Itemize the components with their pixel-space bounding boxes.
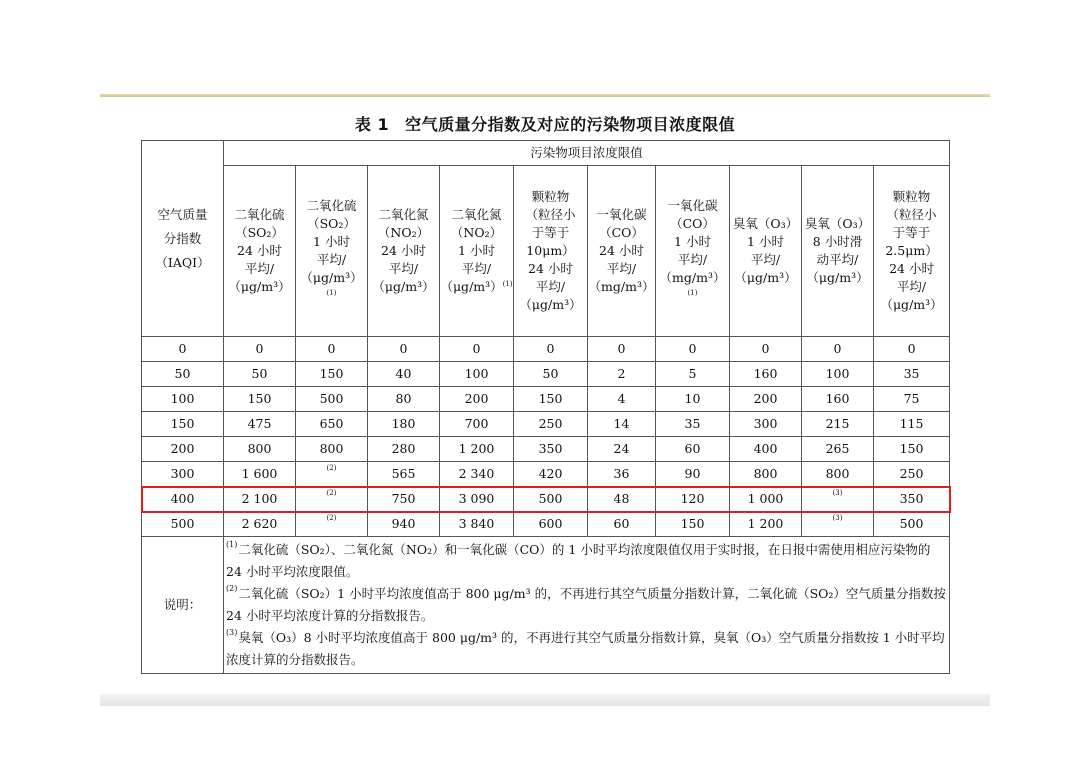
- iaqi-cell: 0: [142, 337, 224, 362]
- column-header-line: [802, 215, 873, 233]
- value-cell: 40: [368, 362, 440, 387]
- column-header-line: [440, 242, 513, 260]
- note-mark: (3): [226, 628, 238, 637]
- column-header-text: 24 小时: [528, 261, 573, 276]
- column-header-line: [730, 233, 801, 251]
- note-item: [226, 539, 947, 583]
- column-header-line: [224, 206, 295, 224]
- table-title-text: 空气质量分指数及对应的污染物项目浓度限值: [405, 115, 736, 134]
- value-cell: 250: [514, 412, 588, 437]
- value-cell: 700: [440, 412, 514, 437]
- table-row: [142, 487, 950, 512]
- value-cell: 150: [296, 362, 368, 387]
- value-cell: 150: [514, 387, 588, 412]
- column-header-text: 2.5μm）: [885, 243, 938, 258]
- value-cell: 24: [588, 437, 656, 462]
- value-cell: 0: [368, 337, 440, 362]
- column-header-text: 平均/: [388, 261, 419, 276]
- value-cell: 0: [656, 337, 730, 362]
- column-header-line: [874, 278, 949, 296]
- pollutant-limits-table: [141, 140, 950, 674]
- column-header-line: [588, 242, 655, 260]
- column-header-line: [368, 242, 439, 260]
- value-cell: 115: [874, 412, 950, 437]
- value-cell: 1 200: [730, 512, 802, 537]
- value-cell: 420: [514, 462, 588, 487]
- note-item: [226, 627, 947, 671]
- table-number: 表 1: [354, 115, 390, 134]
- value-cell: 75: [874, 387, 950, 412]
- column-header-line: [588, 278, 655, 296]
- value-cell: 60: [656, 437, 730, 462]
- value-cell: (2): [296, 487, 368, 512]
- footnote-mark: (1): [326, 288, 337, 297]
- iaqi-header-cell: [142, 141, 224, 337]
- column-header-text: （粒径小: [886, 207, 937, 222]
- value-cell: 5: [656, 362, 730, 387]
- value-cell: 500: [296, 387, 368, 412]
- column-header-text: （μg/m³）: [372, 279, 435, 294]
- value-cell: 80: [368, 387, 440, 412]
- column-header-text: （SO₂）: [307, 216, 356, 231]
- column-header-line: [514, 242, 587, 260]
- notes-row: [142, 537, 950, 674]
- column-header-text: 24 小时: [889, 261, 934, 276]
- column-header-text: 1 小时: [458, 243, 495, 258]
- value-cell: 600: [514, 512, 588, 537]
- column-header-line: [802, 251, 873, 269]
- header-row-span: [142, 141, 950, 166]
- value-cell: 4: [588, 387, 656, 412]
- value-cell: (2): [296, 462, 368, 487]
- column-header-text: （NO₂）: [377, 225, 430, 240]
- pollutant-column-header: [368, 166, 440, 337]
- value-cell: 350: [514, 437, 588, 462]
- column-header-text: （μg/m³）: [880, 297, 943, 312]
- column-header-line: [440, 224, 513, 242]
- note-mark: (1): [226, 540, 238, 549]
- value-cell: 100: [802, 362, 874, 387]
- footnote-mark: (1): [687, 288, 698, 297]
- value-cell: 800: [730, 462, 802, 487]
- note-mark: (2): [226, 584, 238, 593]
- column-header-line: [588, 224, 655, 242]
- table-row: [142, 462, 950, 487]
- value-cell: 0: [588, 337, 656, 362]
- value-cell: 0: [874, 337, 950, 362]
- note-text: 臭氧（O₃）8 小时平均浓度值高于 800 μg/m³ 的，不再进行其空气质量分指数计算，臭氧（O₃）空气质量分指数按 1 小时平均浓度计算的分指数报告。: [226, 630, 945, 667]
- column-header-line: [514, 296, 587, 314]
- value-cell: 0: [440, 337, 514, 362]
- table-row: [142, 412, 950, 437]
- column-header-text: （SO₂）: [235, 225, 284, 240]
- column-header-text: 24 小时: [237, 243, 282, 258]
- value-cell: 36: [588, 462, 656, 487]
- value-cell: 160: [802, 387, 874, 412]
- value-cell: 150: [224, 387, 296, 412]
- column-header-text: 平均/: [461, 261, 492, 276]
- column-header-line: [588, 260, 655, 278]
- value-cell: 60: [588, 512, 656, 537]
- iaqi-cell: 500: [142, 512, 224, 537]
- value-cell: 0: [514, 337, 588, 362]
- value-cell: 14: [588, 412, 656, 437]
- notes-content: [224, 537, 950, 674]
- value-cell: 0: [296, 337, 368, 362]
- value-cell: 35: [656, 412, 730, 437]
- column-header-text: 平均/: [677, 252, 708, 267]
- column-header-text: 1 小时: [674, 234, 711, 249]
- value-cell: 200: [730, 387, 802, 412]
- footnote-mark: (1): [502, 279, 513, 288]
- value-cell: 2 100: [224, 487, 296, 512]
- column-header-text: （NO₂）: [450, 225, 503, 240]
- column-header-line: [224, 242, 295, 260]
- value-cell: 10: [656, 387, 730, 412]
- value-cell: 400: [730, 437, 802, 462]
- column-header-text: 臭氧（O₃）: [804, 216, 871, 231]
- column-header-line: [224, 224, 295, 242]
- value-cell: 3 840: [440, 512, 514, 537]
- value-cell: 565: [368, 462, 440, 487]
- note-text: 二氧化硫（SO₂）、二氧化氮（NO₂）和一氧化碳（CO）的 1 小时平均浓度限值仅用于实时报，在日报中需使用相应污染物的 24 小时平均浓度限值。: [226, 542, 931, 579]
- value-cell: 3 090: [440, 487, 514, 512]
- column-header-line: [368, 260, 439, 278]
- column-header-text: 平均/: [244, 261, 275, 276]
- column-header-text: 8 小时滑: [812, 234, 863, 249]
- column-header-line: [802, 269, 873, 287]
- column-header-line: [656, 215, 729, 233]
- iaqi-cell: 50: [142, 362, 224, 387]
- value-cell: 1 200: [440, 437, 514, 462]
- column-header-line: [874, 188, 949, 206]
- value-cell: 100: [440, 362, 514, 387]
- pollutant-column-header: [874, 166, 950, 337]
- value-cell: 150: [874, 437, 950, 462]
- value-cell: 2 340: [440, 462, 514, 487]
- column-header-text: （μg/m³）: [440, 279, 503, 294]
- bottom-decorative-rule: [100, 694, 990, 706]
- value-cell: 1 000: [730, 487, 802, 512]
- value-cell: 500: [874, 512, 950, 537]
- value-cell: 800: [802, 462, 874, 487]
- column-header-line: [368, 206, 439, 224]
- column-header-text: 一氧化碳: [596, 207, 647, 222]
- value-cell: 475: [224, 412, 296, 437]
- table-row: [142, 337, 950, 362]
- value-cell: 940: [368, 512, 440, 537]
- value-cell: 200: [440, 387, 514, 412]
- column-header-line: [874, 260, 949, 278]
- pollutant-column-header: [224, 166, 296, 337]
- column-header-text: 平均/: [750, 252, 781, 267]
- value-cell: 800: [296, 437, 368, 462]
- pollutant-column-header: [296, 166, 368, 337]
- value-cell: 350: [874, 487, 950, 512]
- column-header-line: [656, 197, 729, 215]
- column-header-line: [296, 197, 367, 215]
- column-header-line: [656, 269, 729, 305]
- column-header-text: （CO）: [599, 225, 644, 240]
- column-header-line: [730, 215, 801, 233]
- value-cell: 1 600: [224, 462, 296, 487]
- column-header-text: （粒径小: [525, 207, 576, 222]
- pollutant-column-header: [588, 166, 656, 337]
- column-header-line: [440, 278, 513, 296]
- column-header-line: [296, 233, 367, 251]
- column-header-line: [368, 278, 439, 296]
- column-header-line: [874, 224, 949, 242]
- value-cell: 150: [656, 512, 730, 537]
- column-header-text: 平均/: [896, 279, 927, 294]
- value-cell: 280: [368, 437, 440, 462]
- column-header-text: 一氧化碳: [667, 198, 718, 213]
- column-header-text: （μg/m³）: [228, 279, 291, 294]
- column-header-line: [874, 296, 949, 314]
- table-title: [100, 112, 990, 135]
- value-cell: 48: [588, 487, 656, 512]
- value-cell: 750: [368, 487, 440, 512]
- value-cell: 0: [730, 337, 802, 362]
- column-header-line: [224, 260, 295, 278]
- value-cell: 0: [224, 337, 296, 362]
- value-cell: 215: [802, 412, 874, 437]
- column-header-text: 于等于: [892, 225, 931, 240]
- value-cell: 800: [224, 437, 296, 462]
- column-header-text: 1 小时: [747, 234, 784, 249]
- column-header-line: [802, 233, 873, 251]
- header-row-columns: [142, 166, 950, 337]
- value-cell: 50: [224, 362, 296, 387]
- column-header-text: 24 小时: [381, 243, 426, 258]
- value-cell: (3): [802, 512, 874, 537]
- iaqi-cell: 150: [142, 412, 224, 437]
- table-row: [142, 362, 950, 387]
- value-cell: (2): [296, 512, 368, 537]
- column-header-text: 二氧化氮: [378, 207, 429, 222]
- column-header-text: 颗粒物: [531, 189, 570, 204]
- column-header-text: 二氧化氮: [451, 207, 502, 222]
- value-cell: 2 620: [224, 512, 296, 537]
- value-cell: 120: [656, 487, 730, 512]
- value-cell: 90: [656, 462, 730, 487]
- top-decorative-rule: [100, 94, 990, 97]
- pollutant-span-header: 污染物项目浓度限值: [224, 141, 950, 166]
- note-text: 二氧化硫（SO₂）1 小时平均浓度值高于 800 μg/m³ 的，不再进行其空气质量分指数计算，二氧化硫（SO₂）空气质量分指数按 24 小时平均浓度计算的分指数报告。: [226, 586, 946, 623]
- table-row: [142, 437, 950, 462]
- value-cell: 50: [514, 362, 588, 387]
- column-header-line: [440, 206, 513, 224]
- pollutant-column-header: [730, 166, 802, 337]
- column-header-line: [874, 242, 949, 260]
- value-cell: 265: [802, 437, 874, 462]
- column-header-line: [656, 251, 729, 269]
- column-header-text: 颗粒物: [892, 189, 931, 204]
- iaqi-header-line: 空气质量: [157, 206, 208, 222]
- value-cell: 250: [874, 462, 950, 487]
- iaqi-cell: 100: [142, 387, 224, 412]
- value-cell: 500: [514, 487, 588, 512]
- column-header-text: 平均/: [535, 279, 566, 294]
- value-cell: 180: [368, 412, 440, 437]
- column-header-text: （mg/m³）: [659, 270, 726, 285]
- pollutant-column-header: [802, 166, 874, 337]
- table-body: [142, 141, 950, 674]
- iaqi-cell: 400: [142, 487, 224, 512]
- value-cell: 160: [730, 362, 802, 387]
- iaqi-cell: 300: [142, 462, 224, 487]
- column-header-text: 于等于: [531, 225, 570, 240]
- column-header-line: [224, 278, 295, 296]
- column-header-line: [296, 269, 367, 305]
- value-cell: 650: [296, 412, 368, 437]
- column-header-line: [730, 251, 801, 269]
- column-header-text: （μg/m³）: [806, 270, 869, 285]
- value-cell: 2: [588, 362, 656, 387]
- note-item: [226, 583, 947, 627]
- column-header-line: [514, 224, 587, 242]
- column-header-text: （μg/m³）: [300, 270, 363, 285]
- column-header-line: [588, 206, 655, 224]
- column-header-text: 二氧化硫: [306, 198, 357, 213]
- iaqi-header-line: （IAQI）: [155, 254, 210, 270]
- column-header-text: （CO）: [670, 216, 715, 231]
- column-header-text: 平均/: [316, 252, 347, 267]
- value-cell: 300: [730, 412, 802, 437]
- iaqi-header-line: 分指数: [163, 230, 202, 246]
- column-header-text: 10μm）: [526, 243, 575, 258]
- column-header-text: 二氧化硫: [234, 207, 285, 222]
- column-header-text: 动平均/: [816, 252, 859, 267]
- pollutant-column-header: [514, 166, 588, 337]
- column-header-text: （μg/m³）: [519, 297, 582, 312]
- notes-label: 说明：: [142, 537, 224, 674]
- column-header-line: [296, 251, 367, 269]
- column-header-text: （mg/m³）: [588, 279, 655, 294]
- column-header-line: [514, 278, 587, 296]
- column-header-line: [874, 206, 949, 224]
- pollutant-column-header: [656, 166, 730, 337]
- value-cell: 35: [874, 362, 950, 387]
- column-header-line: [514, 260, 587, 278]
- table-row: [142, 512, 950, 537]
- column-header-line: [296, 215, 367, 233]
- value-cell: (3): [802, 487, 874, 512]
- column-header-text: 1 小时: [313, 234, 350, 249]
- table-row: [142, 387, 950, 412]
- column-header-text: （μg/m³）: [734, 270, 797, 285]
- column-header-line: [514, 188, 587, 206]
- column-header-line: [368, 224, 439, 242]
- column-header-text: 24 小时: [599, 243, 644, 258]
- column-header-line: [656, 233, 729, 251]
- value-cell: 0: [802, 337, 874, 362]
- pollutant-column-header: [440, 166, 514, 337]
- iaqi-cell: 200: [142, 437, 224, 462]
- column-header-text: 平均/: [606, 261, 637, 276]
- column-header-line: [440, 260, 513, 278]
- column-header-line: [730, 269, 801, 287]
- column-header-line: [514, 206, 587, 224]
- column-header-text: 臭氧（O₃）: [732, 216, 799, 231]
